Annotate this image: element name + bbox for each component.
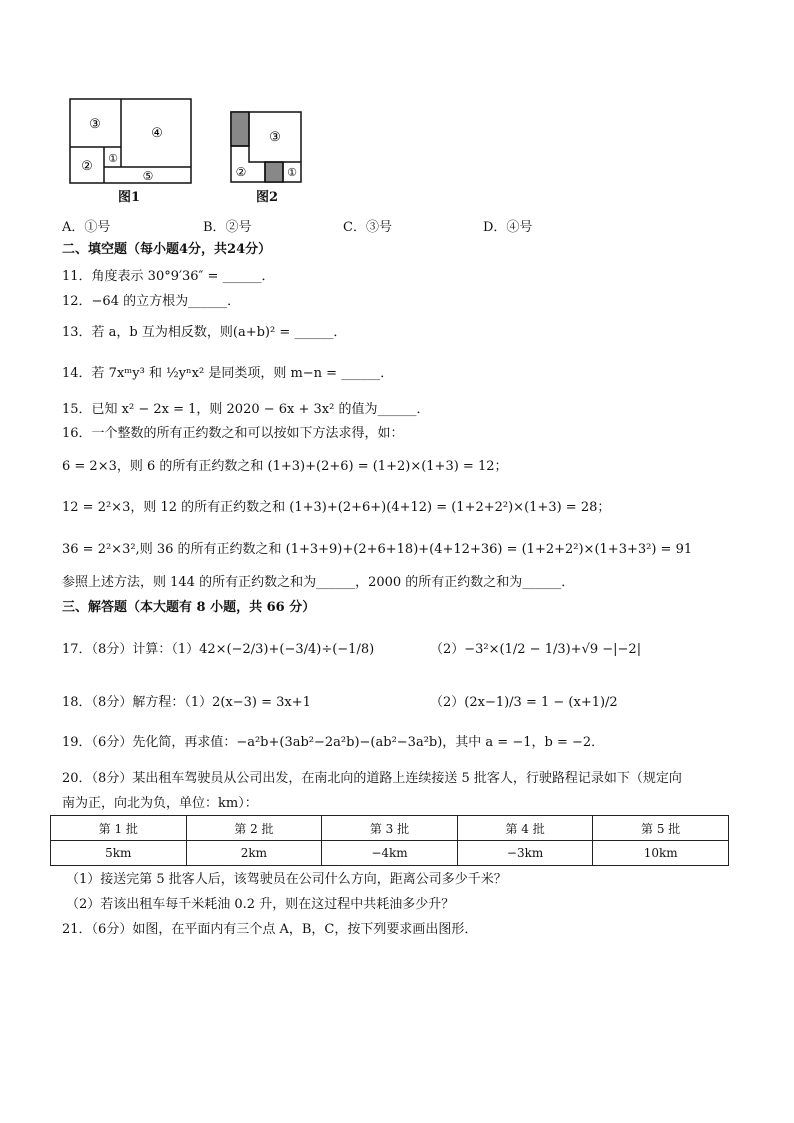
question-20-sub-2: （2）若该出租车每千米耗油 0.2 升，则在这过程中共耗油多少升？ [66, 897, 455, 912]
table-cell: 2km [186, 841, 322, 866]
question-16: 16．一个整数的所有正约数之和可以按如下方法求得，如： [62, 426, 404, 441]
section-2-title: 二、填空题（每小题4分，共24分） [62, 242, 272, 257]
question-16-example-1: 6 = 2×3，则 6 的所有正约数之和 (1+3)+(2+6) = (1+2)×(1+3) = 12； [62, 459, 508, 474]
fig1-mark-2: ② [81, 159, 93, 174]
option-c: C．③号 [343, 220, 392, 235]
table-header-cell: 第 5 批 [593, 816, 729, 841]
option-b: B．②号 [203, 220, 252, 235]
table-cell: 5km [51, 841, 187, 866]
fig1-mark-3: ③ [89, 117, 101, 132]
question-17-part-1: 17．（8分）计算：（1）42×(−2/3)+(−3/4)÷(−1/8) [62, 642, 375, 657]
question-16-ask: 参照上述方法，则 144 的所有正约数之和为______，2000 的所有正约数之和为______． [62, 575, 575, 590]
mileage-table [50, 815, 729, 866]
table-header-row [51, 816, 729, 841]
question-19: 19．（6分）先化简，再求值：−a²b+(3ab²−2a²b)−(ab²−3a²b)，其中 a = −1，b = −2． [62, 735, 605, 750]
figure-1-caption: 图1 [118, 190, 141, 205]
question-15: 15．已知 x² − 2x = 1，则 2020 − 6x + 3x² 的值为______． [62, 402, 430, 417]
fig2-mark-2: ② [235, 165, 247, 179]
fig2-mark-3: ③ [269, 130, 281, 145]
figure-2 [229, 110, 303, 184]
question-20-sub-1: （1）接送完第 5 批客人后，该驾驶员在公司什么方向，距离公司多少千米？ [66, 872, 507, 887]
question-20-line-2: 南为正，向北为负，单位：km）： [62, 796, 258, 811]
question-16-example-3: 36 = 2²×3²,则 36 的所有正约数之和 (1+3+9)+(2+6+18)+(4+12+36) = (1+2+2²)×(1+3+3²) = 91 [62, 542, 693, 557]
question-21: 21．（6分）如图，在平面内有三个点 A，B，C，按下列要求画出图形． [62, 922, 478, 937]
table-cell: −3km [457, 841, 593, 866]
question-18-part-2: （2）(2x−1)/3 = 1 − (x+1)/2 [430, 695, 618, 710]
section-3-title: 三、解答题（本大题有 8 小题，共 66 分） [62, 600, 316, 615]
figure-1 [68, 97, 194, 185]
question-20-line-1: 20．（8分）某出租车驾驶员从公司出发，在南北向的道路上连续接送 5 批客人，行驶路程记录如下（规定向 [62, 771, 682, 786]
table-cell: −4km [322, 841, 458, 866]
fig1-mark-4: ④ [151, 126, 163, 141]
question-18-part-1: 18．（8分）解方程：（1）2(x−3) = 3x+1 [62, 695, 311, 710]
question-17-part-2: （2）−3²×(1/2 − 1/3)+√9 −|−2| [430, 642, 642, 657]
table-header-cell: 第 3 批 [322, 816, 458, 841]
fig1-mark-5: ⑤ [142, 169, 154, 183]
question-13: 13．若 a，b 互为相反数，则(a+b)² = ______． [62, 325, 347, 340]
fig1-mark-1: ① [108, 152, 118, 165]
option-d: D．④号 [483, 220, 533, 235]
figure-2-caption: 图2 [256, 190, 279, 205]
question-16-example-2: 12 = 2²×3，则 12 的所有正约数之和 (1+3)+(2+6+)(4+12) = (1+2+2²)×(1+3) = 28； [62, 500, 611, 515]
fig2-mark-1: ① [287, 166, 297, 179]
table-cell: 10km [593, 841, 729, 866]
table-row [51, 841, 729, 866]
table-header-cell: 第 1 批 [51, 816, 187, 841]
question-11: 11．角度表示 30°9′36″ = ______． [62, 269, 275, 284]
question-14: 14．若 7xᵐy³ 和 ½yⁿx² 是同类项，则 m−n = ______． [62, 366, 394, 381]
table-header-cell: 第 4 批 [457, 816, 593, 841]
table-header-cell: 第 2 批 [186, 816, 322, 841]
question-12: 12．−64 的立方根为______． [62, 294, 241, 309]
option-a: A．①号 [62, 220, 111, 235]
